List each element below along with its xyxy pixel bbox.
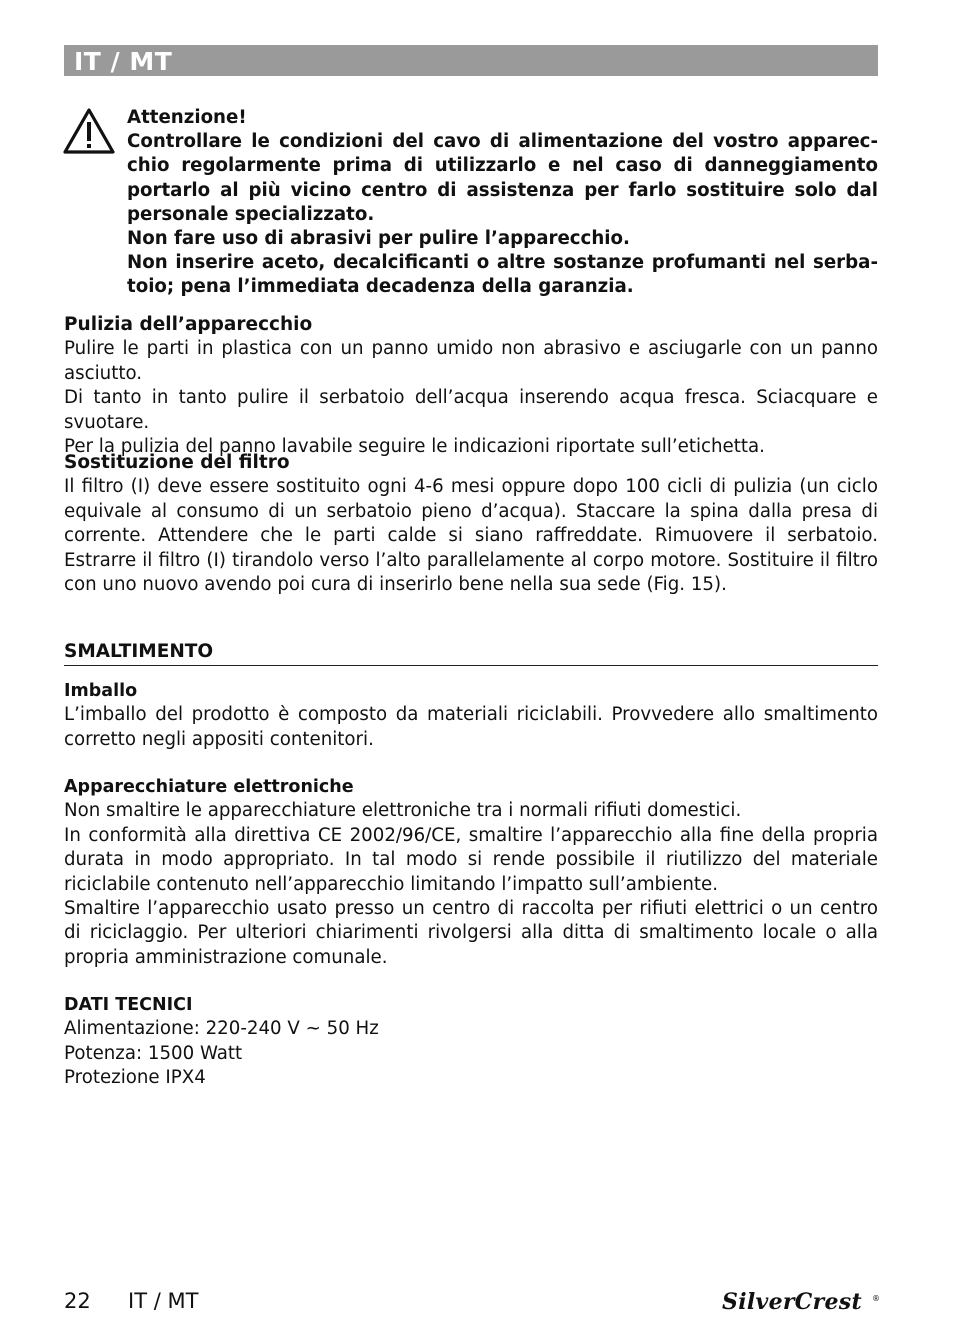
- header-bar: [64, 45, 878, 76]
- section-heading: DATI TECNICI: [64, 995, 193, 1015]
- footer-language: IT / MT: [128, 1289, 199, 1313]
- body-paragraph: In conformità alla direttiva CE 2002/96/CE, smaltire l’apparecchio alla fine della propria durata in modo appropriato. In tal modo si rende possibile il riutilizzo del materiale riciclabile contenuto nell’apparecchio limitando l’impatto sull’ambiente.: [64, 824, 878, 895]
- subsection-elettroniche: [64, 775, 878, 970]
- page-header-title: IT / MT: [74, 47, 173, 76]
- body-paragraph: Non smaltire le apparecchiature elettroniche tra i normali rifiuti domestici.: [64, 800, 742, 822]
- spec-line: Alimentazione: 220-240 V ~ 50 Hz: [64, 1018, 379, 1040]
- section-filtro: [64, 451, 878, 597]
- warning-paragraph: Non fare uso di abrasivi per pulire l’apparecchio.: [127, 228, 630, 250]
- warning-triangle-icon: [62, 107, 116, 155]
- subsection-imballo: [64, 679, 878, 752]
- spec-line: Protezione IPX4: [64, 1067, 206, 1089]
- warning-block: [127, 106, 878, 300]
- section-heading-smaltimento: SMALTIMENTO: [64, 640, 878, 666]
- section-pulizia: [64, 313, 878, 459]
- brand-logo: SilverCrest: [722, 1289, 862, 1315]
- spec-line: Potenza: 1500 Watt: [64, 1042, 243, 1064]
- subsection-heading: Imballo: [64, 681, 138, 701]
- subsection-heading: Apparecchiature elettroniche: [64, 777, 354, 797]
- body-paragraph: Smaltire l’apparecchio usato presso un centro di raccolta per rifiuti elettrici o un centro di riciclaggio. Per ulteriori chiarimenti rivolgersi alla ditta di smaltimento locale o alla propria amministrazione comunale.: [64, 898, 878, 968]
- body-paragraph: Pulire le parti in plastica con un panno umido non abrasivo e asciugarle con un panno asciutto.: [64, 338, 878, 384]
- body-paragraph: L’imballo del prodotto è composto da materiali riciclabili. Provvedere allo smaltimento corretto negli appositi contenitori.: [64, 704, 878, 750]
- warning-heading: Attenzione!: [127, 107, 247, 128]
- warning-paragraph: Non inserire aceto, decalcificanti o altre sostanze profumanti nel serbatoio; pena l’immediata decadenza della garanzia.: [127, 252, 878, 298]
- section-smaltimento: [64, 640, 878, 666]
- page-number: 22: [64, 1289, 91, 1313]
- body-paragraph: Per la pulizia del panno lavabile seguire le indicazioni riportate sull’etichetta.: [64, 436, 765, 458]
- section-heading: Sostituzione del filtro: [64, 452, 290, 473]
- body-paragraph: Di tanto in tanto pulire il serbatoio dell’acqua inserendo acqua fresca. Sciacquare e svuotare.: [64, 387, 878, 433]
- body-paragraph: Il filtro (I) deve essere sostituito ogni 4-6 mesi oppure dopo 100 cicli di pulizia (un ciclo equivale al consumo di un serbatoio pieno d’acqua). Staccare la spina dalla presa di corrente. Attendere che le parti calde si siano raffreddate. Rimuovere il serbatoio. Estrarre il filtro (I) tirandolo verso l’alto parallelamente al corpo motore. Sostituire il filtro con uno nuovo avendo poi cura di inserirlo bene nella sua sede (Fig. 15).: [64, 476, 878, 596]
- section-dati-tecnici: [64, 993, 878, 1091]
- warning-paragraph: Controllare le condizioni del cavo di alimentazione del vostro apparecchio regolarmente prima di utilizzarlo e nel caso di danneggiamento portarlo al più vicino centro di assistenza per farlo sostituire solo dal personale specializzato.: [127, 131, 878, 225]
- section-heading: Pulizia dell’apparecchio: [64, 314, 313, 335]
- registered-mark: ®: [872, 1294, 880, 1303]
